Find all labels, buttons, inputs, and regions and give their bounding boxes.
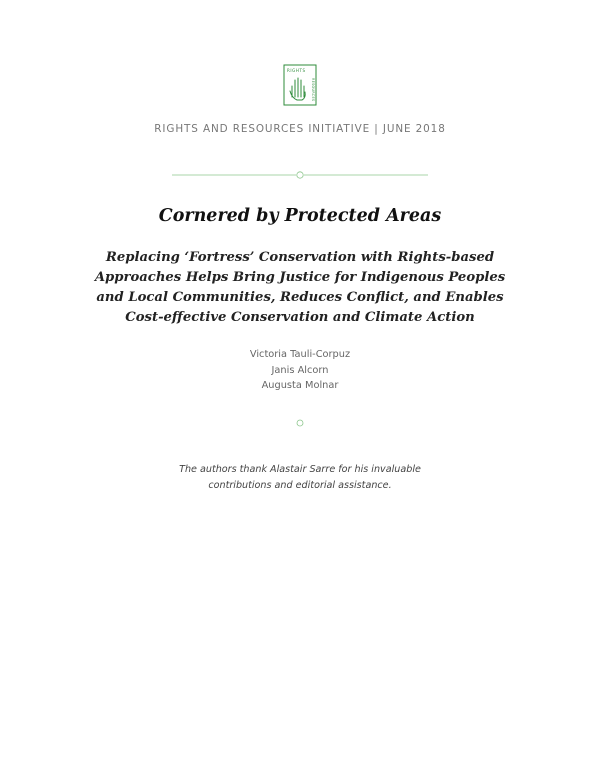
rri-logo: [283, 64, 317, 106]
rights-and-resources-hand-icon: [283, 64, 317, 106]
document-subtitle: [90, 248, 510, 328]
subtitle-line: and Local Communities, Reduces Conflict, and Enables: [96, 290, 504, 305]
subtitle-line: Cost-effective Conservation and Climate Action: [125, 310, 475, 325]
ornament-circle-icon: [296, 419, 304, 427]
subtitle-line: Approaches Helps Bring Justice for Indigenous Peoples: [94, 270, 506, 285]
document-title: Cornered by Protected Areas: [158, 206, 442, 226]
author-name: Victoria Tauli-Corpuz: [249, 349, 351, 360]
acknowledgement-line: The authors thank Alastair Sarre for his invaluable: [179, 464, 421, 475]
logo-text-side: RESOURCES: [311, 78, 315, 102]
author-list: [0, 347, 600, 394]
green-divider-with-circle: [172, 170, 428, 180]
acknowledgement-note: [0, 462, 600, 494]
acknowledgement-line: contributions and editorial assistance.: [208, 480, 392, 491]
author-name: Janis Alcorn: [271, 364, 329, 376]
author-name: Augusta Molnar: [261, 380, 339, 391]
subtitle-line: Replacing ‘Fortress’ Conservation with Rights-based: [105, 250, 495, 265]
organization-date-line: RIGHTS AND RESOURCES INITIATIVE | JUNE 2018: [154, 123, 446, 135]
logo-text-top: RIGHTS: [287, 68, 306, 73]
